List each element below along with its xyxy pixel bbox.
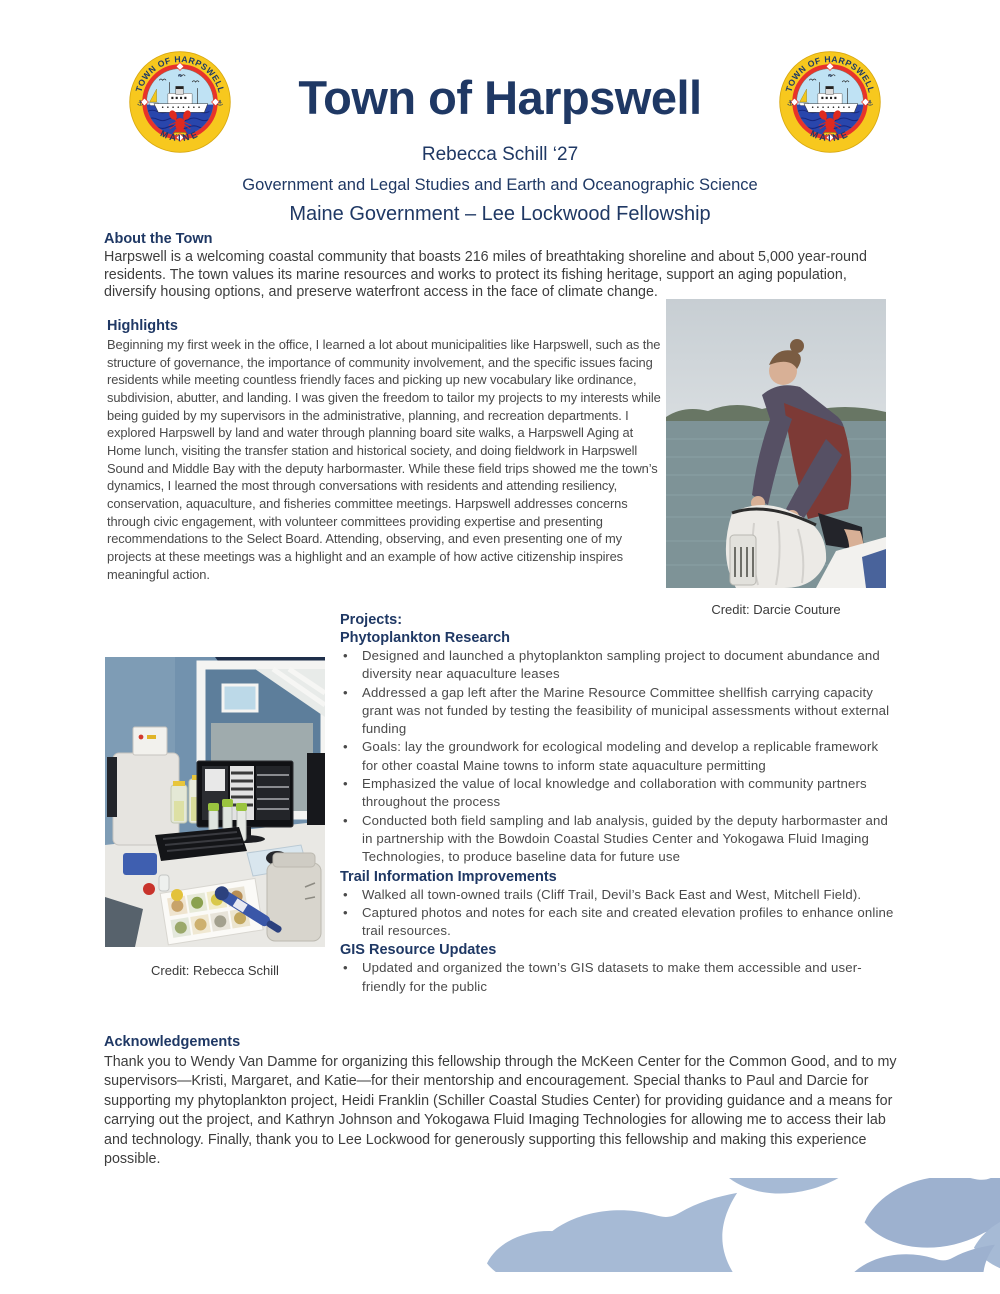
page-title: Town of Harpswell — [298, 71, 702, 124]
trail-bullets — [340, 886, 896, 941]
bullet-item: • Emphasized the value of local knowledge and collaboration with community partners throughout the process — [340, 775, 896, 812]
lab-photo-credit: Credit: Rebecca Schill — [151, 963, 279, 978]
bullet-item: • Captured photos and notes for each site and created elevation profiles to enhance online trail resources. — [340, 904, 896, 941]
lab-photo-figure — [105, 657, 325, 978]
acknowledgements-body: Thank you to Wendy Van Damme for organizing this fellowship through the McKeen Center for the Common Good, and to my supervisors—Kristi, Margaret, and Katie—for their mentorship and encouragement. Special thanks to Paul and Darcie for supporting my phytoplankton project, Heidi Franklin (Schiller Coastal Studies Center) for providing guidance and a means for carrying out the project, and Kathryn Johnson and Yokogawa Fluid Imaging Technologies for allowing me to access their lab and technology. Finally, thank you to Lee Lockwood for generously supporting this fellowship and making this experience possible. — [104, 1054, 897, 1168]
phytoplankton-bullets — [340, 647, 896, 867]
fish-icon — [843, 1245, 997, 1272]
projects-heading: Projects: — [340, 612, 403, 628]
acknowledgements-heading: Acknowledgements — [104, 1034, 241, 1050]
acknowledgements-section — [104, 1034, 901, 1169]
bullet-item: • Updated and organized the town’s GIS datasets to make them accessible and user-friendly for the public — [340, 959, 896, 996]
gis-bullets — [340, 959, 896, 996]
project-subheading-phytoplankton: Phytoplankton Research — [340, 630, 511, 646]
second-screen — [307, 753, 325, 825]
program-line: Government and Legal Studies and Earth and Oceanographic Science — [242, 176, 758, 194]
fellowship-line: Maine Government – Lee Lockwood Fellowship — [289, 203, 711, 225]
fish-pattern — [0, 1178, 1000, 1272]
bullet-item: • Designed and launched a phytoplankton sampling project to document abundance and diversity near aquaculture leases — [340, 647, 896, 684]
highlights-section — [107, 318, 665, 583]
projects-section — [340, 612, 896, 996]
bullet-item: • Goals: lay the groundwork for ecological modeling and develop a replicable framework for other coastal Maine towns to inform state aquaculture permitting — [340, 738, 896, 775]
field-photo — [666, 299, 886, 588]
about-section — [104, 231, 900, 302]
lab-photo — [105, 657, 325, 947]
project-subheading-gis: GIS Resource Updates — [340, 942, 497, 959]
highlights-body: Beginning my first week in the office, I learned a lot about municipalities like Harpswell, such as the structure of governance, the importance of community involvement, and the specific issues facing residents while meeting countless friendly faces and picking up new vocabulary like ordinance, subdivision, abutter, and landing. I was given the freedom to tailor my projects to my interests while being guided by my supervisors in the administrative, planning, and recreation departments. I explored Harpswell by land and water through planning board site walks, a Harpswell Aging at Home lunch, visiting the transfer station and historical society, and doing fieldwork in Harpswell Sound and Middle Bay with the deputy harbormaster. While these field trips showed me the town’s dynamics, I learned the most through conversations with residents and attending resiliency, conservation, aquaculture, and fisheries committee meetings. Harpswell addresses concerns through civic engagement, with volunteer committees providing expertise and presenting recommendations to the Select Board. Attending, observing, and even presenting one of my projects at these meetings was a highlight and an example of how active citizenship inspires meaningful action. — [107, 337, 661, 582]
fish-icon — [484, 1216, 632, 1272]
bullet-item: • Walked all town-owned trails (Cliff Trail, Devil’s Back East and West, Mitchell Field). — [340, 886, 896, 904]
bullet-item: • Conducted both field sampling and lab analysis, guided by the deputy harbormaster and in partnership with the Bowdoin Coastal Studies Center and Yokogawa Fluid Imaging Technologies, to produce baseline data for future use — [340, 812, 896, 867]
student-name: Rebecca Schill ‘27 — [421, 144, 579, 165]
highlights-heading: Highlights — [107, 318, 178, 334]
about-body: Harpswell is a welcoming coastal community that boasts 216 miles of breathtaking shoreline and about 5,000 year-round residents. The town values its marine resources and works to protect its fishing heritage, support an aging population, diversify housing options, and preserve waterfront access in the face of climate change. — [104, 249, 867, 301]
bullet-item: • Addressed a gap left after the Marine Resource Committee shellfish carrying capacity grant was not funded by testing the feasibility of municipal assessments without external funding — [340, 684, 896, 739]
project-subheading-trails: Trail Information Improvements — [340, 868, 557, 885]
field-photo-credit: Credit: Darcie Couture — [711, 602, 841, 617]
field-photo-figure — [666, 299, 886, 617]
fish-band — [0, 1178, 1000, 1272]
about-heading: About the Town — [104, 231, 213, 247]
